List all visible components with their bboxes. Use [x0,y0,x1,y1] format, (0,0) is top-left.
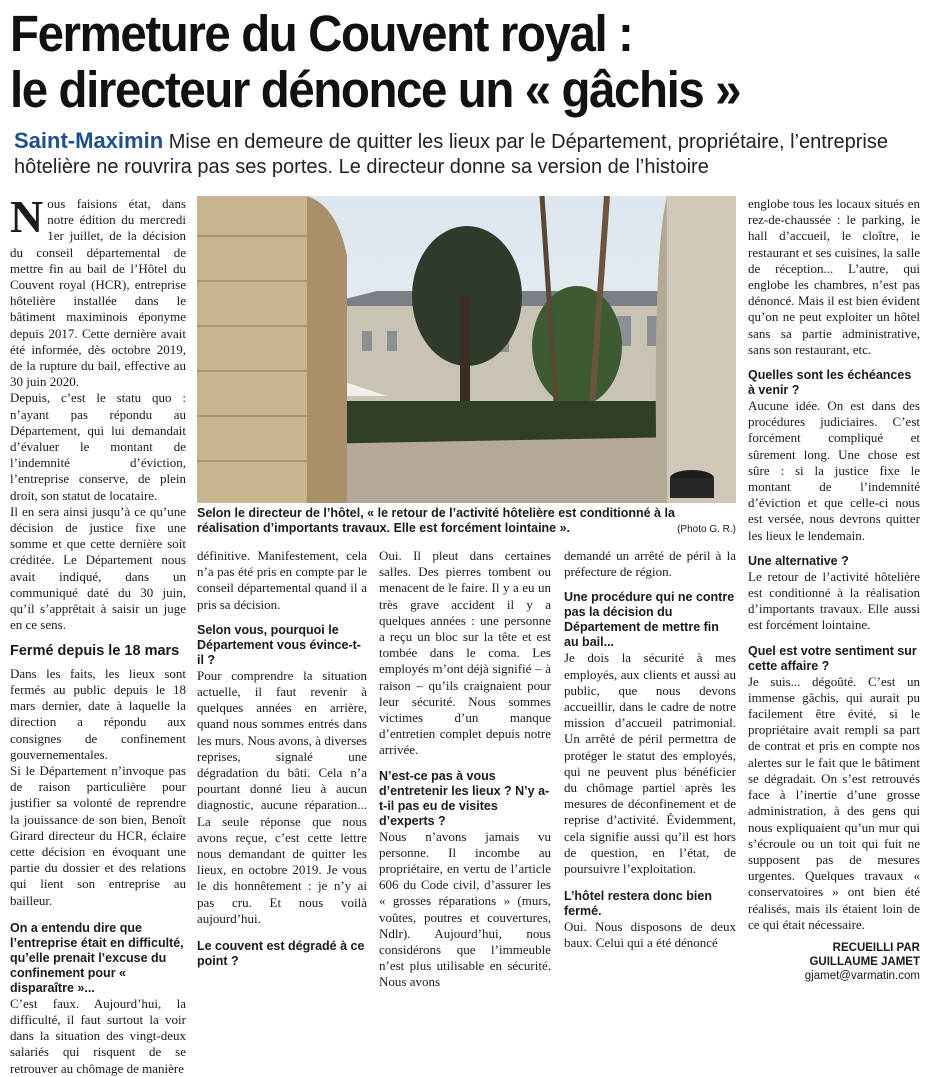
drop-cap: N [10,191,44,242]
interview-question: N’est-ce pas à vous d’entretenir les lieux ? N’y a-t-il pas eu de visites d’experts ? [379,768,550,828]
interview-answer: Nous n’avons jamais vu personne. Il incombe au propriétaire, en vertu de l’article 606 du Code civil, d’assurer les « grosses réparations » (murs, voûtes, poutres et couvertures, Ndlr). Aujourd’hui, nous considérons que l’immeuble n’est plus utilisable en sécurité. Nous avons [379,828,551,990]
interview-question: Quel est votre sentiment sur cette affaire ? [748,643,917,673]
headline-line-2: le directeur dénonce un « gâchis » [10,61,741,118]
column-5 [748,196,920,983]
paragraph: Il en sera ainsi jusqu’à ce qu’une décision de justice fixe une somme et que cette dernière soit créditée. Le Département nous avait indiqué, dans un communiqué daté du 30 juin, qu’il s’apprêtait à saisir un juge en ce sens. [10,503,186,633]
column-1 [10,191,186,1077]
interview-answer: Aucune idée. On est dans des procédures judiciaires. C’est forcément compliqué et sûrement long. Une chose est sûre : si la justice fixe le montant de l’indemnité d’éviction et que celle-ci nous est versée, nous devrons quitter les lieux le lendemain. [748,398,920,543]
paragraph: Si le Département n’invoque pas de raison particulière pour justifier sa volonté de reprendre la jouissance de son bien, Benoît Girard directeur du HCR, éclaire cette décision en évoquant une partie du dossier et des relations qui lient son entreprise au bailleur. [10,762,186,908]
interview-question: On a entendu dire que l’entreprise était en difficulté, qu’elle prenait l’excuse du confinement pour « disparaître »... [10,920,184,995]
byline-label: RECUEILLI PAR [832,941,920,954]
photo-credit: (Photo G. R.) [677,524,736,535]
interview-question: Une alternative ? [748,553,849,568]
interview-answer: Je dois la sécurité à mes employés, aux clients et aussi au public, que nous devons accueillir, dans le cadre de notre mission d’accueil patrimonial. Un arrêté de péril permettra de protéger le statut des employés, qui ne peuvent plus bénéficier du chômage partiel après les mesures de déconfinement et de reprise d’activité. Évidemment, cela signifie aussi qu’il est hors de question, en l’état, de poursuivre l’exploitation. [564,650,736,877]
interview-answer: Le retour de l’activité hôtelière est conditionné à la réalisation d’importants travaux. Elle aussi est forcément lointaine. [748,568,920,633]
interview-answer: demandé un arrêté de péril à la préfecture de région. [564,548,736,580]
headline [10,6,861,118]
interview-answer: Pour comprendre la situation actuelle, il faut revenir à quelques années en arrière, quand nous sommes entrés dans les murs. Nous avons, à diverses reprises, signalé une dégradation du bâti. Cela n’a pourtant donné lieu à aucun diagnostic, aucune réparation... La seule réponse que nous avons reçue, c’est cette lettre nous demandant de quitter les lieux, en octobre 2019. Je vous le dis honnêtement : je n’y ai pas cru. Et nous voilà aujourd’hui. [197,667,367,926]
paragraph: Dans les faits, les lieux sont fermés au public depuis le 18 mars dernier, date à laquelle la direction a répondu aux consignes de confinement gouvernementales. [10,665,186,762]
interview-answer: C’est faux. Aujourd’hui, la difficulté, il faut surtout la voir dans la situation des vingt-deux salariés qui risquent de se retrouver au chômage de manière [10,995,186,1076]
interview-answer: définitive. Manifestement, cela n’a pas été pris en compte par le conseil départemental quand il a pris sa décision. [197,548,367,612]
article-photo [197,196,736,503]
paragraph: Depuis, c’est le statu quo : n’ayant pas répondu au Département, qui lui demandait d’évaluer le montant de l’indemnité d’éviction, l’entreprise conserve, de plein droit, son statut de locataire. [10,390,186,503]
byline [748,941,920,983]
photo-caption [197,506,736,537]
interview-answer: Oui. Nous disposons de deux baux. Celui qui a été dénoncé [564,919,736,951]
photo-couvent-royal [197,196,736,503]
interview-question: L’hôtel restera donc bien fermé. [564,889,712,919]
interview-question: Selon vous, pourquoi le Département vous évince-t-il ? [197,622,361,667]
deck-location: Saint-Maximin [14,128,164,153]
caption-text: Selon le directeur de l’hôtel, « le retour de l’activité hôtelière est conditionné à la réalisation d’importants travaux. Elle est forcément lointaine ». [197,506,675,535]
interview-answer: englobe tous les locaux situés en rez-de-chaussée : le parking, le hall d’accueil, le cloître, le restaurant et ses cuisines, la salle de réception... L’autre, qui englobe les chambres, n’est pas dénoncé. Mais il est bien évident qu’on ne peut exploiter un hôtel sans sa partie administrative, sans son restaurant, etc. [748,196,920,357]
byline-author: GUILLAUME JAMET [809,955,920,968]
author-email: gjamet@varmatin.com [804,969,920,982]
intro-paragraph: Nous faisions état, dans notre édition du mercredi 1er juillet, de la décision du conseil départemental de mettre fin au bail de l’Hôtel du Couvent royal (HCR), entreprise hôtelière installée dans le bâtiment maximinois éponyme depuis 2017. Cette dernière avait été informée, dès octobre 2019, de la rupture du bail, effective au 30 juin 2020. [10,191,186,390]
interview-question: Une procédure qui ne contre pas la décision du Département de mettre fin au bail... [564,590,735,650]
deck-text: Mise en demeure de quitter les lieux par le Département, propriétaire, l’entreprise hôtelière ne rouvrira pas ses portes. Le directeur donne sa version de l’histoire [14,131,888,178]
column-4 [564,548,736,952]
column-2 [197,548,367,969]
interview-question: Le couvent est dégradé à ce point ? [197,939,365,969]
headline-line-1: Fermeture du Couvent royal : [10,5,633,62]
article-deck [14,128,919,180]
column-3 [379,548,551,991]
interview-answer: Oui. Il pleut dans certaines salles. Des pierres tombent ou menacent de le faire. Il y a eu un très grave accident il y a quelques années : une personne a reçu un bloc sur la tête et est tombée dans le coma. Les employés m’ont déjà signifié – à raison – qu’ils craignaient pour leur sécurité. Nous sommes victimes d’un manque d’entretien complet depuis notre arrivée. [379,548,551,758]
subheading: Fermé depuis le 18 mars [10,643,180,660]
interview-question: Quelles sont les échéances à venir ? [748,368,912,398]
interview-answer: Je suis... dégoûté. C’est un immense gâchis, qui aurait pu facilement être évité, si le propriétaire avait rempli sa part de contrat et pris en compte nos alertes sur le fait que le bâtiment se dégradait. On s’est retrouvés face à l’inertie d’une grosse administration, à des gens qui nous expliquaient qu’un mur qui s’écroule ou un toit qui fuit ne supposent pas de mesures urgentes. Quelques travaux « conservatoires » ont bien été réalisés, mais ils étaient loin de ce qui était nécessaire. [748,673,920,932]
